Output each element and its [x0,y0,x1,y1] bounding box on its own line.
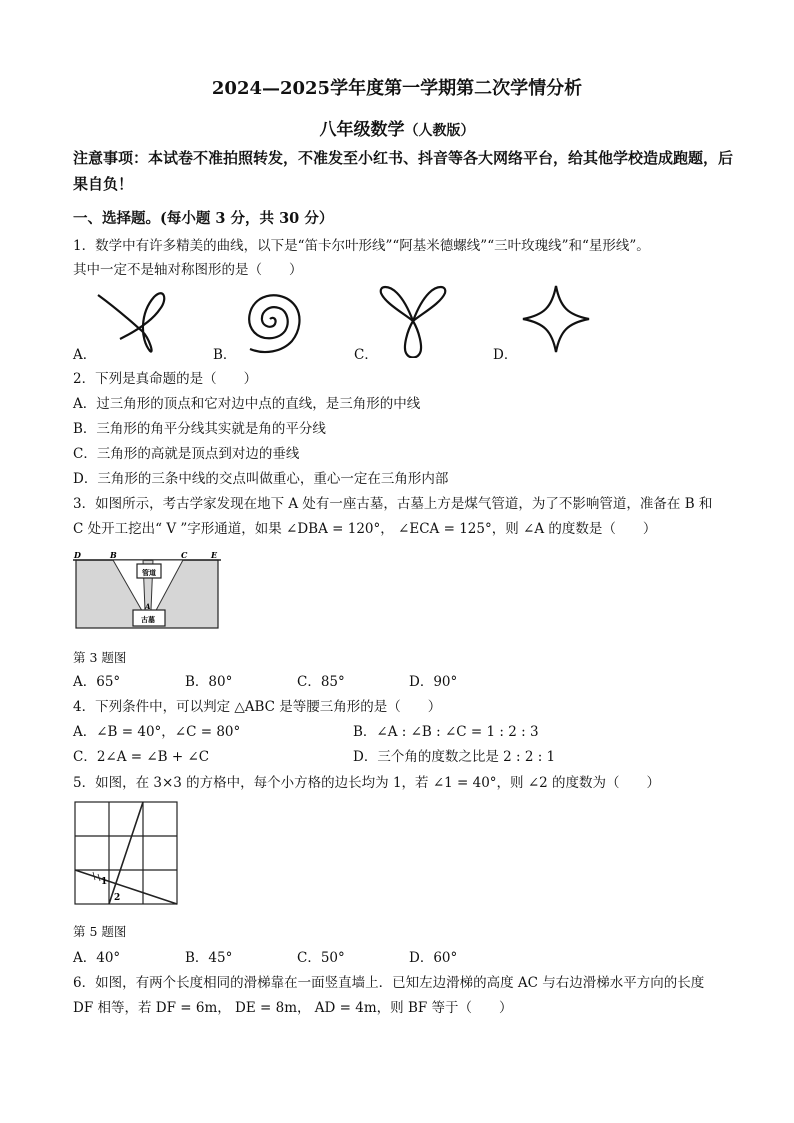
q4-option-d: D．三个角的度数之比是 2 : 2 : 1 [353,749,556,765]
q2-option-b: B．三角形的角平分线其实就是角的平分线 [73,421,326,437]
q5-caption: 第 5 题图 [73,924,127,939]
angle-2-label: 2 [114,893,121,903]
pipe-label: 管道 [142,569,156,577]
three-leaf-rose-figure [381,287,446,358]
subject-label: 八年级数学 [319,120,405,140]
q4-option-a: A．∠B = 40°，∠C = 80° [73,724,241,740]
q3-stem-line2: C 处开工挖出“ V ”字形通道，如果 ∠DBA = 120°， ∠ECA = 125°，则 ∠A 的度数是（ ） [73,521,657,537]
q1-stem-line2: 其中一定不是轴对称图形的是（ ） [73,262,303,278]
q1-option-d: D． [493,347,518,363]
q3-option-c: C．85° [297,674,345,690]
q6-stem-line2: DF 相等，若 DF = 6m， DE = 8m， AD = 4m，则 BF 等于（ ） [73,1000,513,1016]
q1-option-a: A． [73,347,97,363]
exam-title: 2024—2025学年度第一学期第二次学情分析 [211,78,583,99]
q5-option-b: B．45° [185,950,233,966]
q4-stem: 4．下列条件中，可以判定 △ABC 是等腰三角形的是（ ） [73,699,442,715]
point-b-label: B [110,550,117,560]
q2-option-c: C．三角形的高就是顶点到对边的垂线 [73,446,300,462]
angle-1-label: 1 [101,877,108,887]
q1-figures [80,283,720,358]
q3-figure [73,548,223,632]
q3-option-b: B．80° [185,674,233,690]
point-c-label: C [181,550,188,560]
q1-option-b: B． [213,347,237,363]
q1-option-c: C． [354,347,378,363]
q5-stem: 5．如图，在 3×3 的方格中，每个小方格的边长均为 1，若 ∠1 = 40°，则 ∠2 的度数为（ ） [73,775,661,791]
descartes-folium-figure [98,293,164,351]
point-a-label: A [145,602,151,611]
q1-stem-line1: 1．数学中有许多精美的曲线，以下是“笛卡尔叶形线”“阿基米德螺线”“三叶玫瑰线”和“星形线”。 [73,238,650,254]
exam-subtitle [0,115,794,140]
q5-option-c: C．50° [297,950,345,966]
q4-option-b: B．∠A : ∠B : ∠C = 1 : 2 : 3 [353,724,539,740]
q3-option-a: A．65° [73,674,121,690]
q3-stem-line1: 3．如图所示，考古学家发现在地下 A 处有一座古墓，古墓上方是煤气管道，为了不影响管道，准备在 B 和 [73,496,713,512]
q2-option-a: A．过三角形的顶点和它对边中点的直线，是三角形的中线 [73,396,421,412]
q4-option-c: C．2∠A = ∠B + ∠C [73,749,210,765]
q2-option-d: D．三角形的三条中线的交点叫做重心，重心一定在三角形内部 [73,471,449,487]
section-heading: 一、选择题。(每小题 3 分，共 30 分） [73,210,334,227]
edition-label: （人教版） [404,123,475,139]
q5-option-a: A．40° [73,950,121,966]
q5-grid-figure [73,800,181,906]
q2-stem: 2．下列是真命题的是（ ） [73,371,258,387]
q6-stem-line1: 6．如图，有两个长度相同的滑梯靠在一面竖直墙上．已知左边滑梯的高度 AC 与右边滑梯水平方向的长度 [73,975,705,991]
tomb-label: 古墓 [141,616,155,624]
notice-text: 注意事项：本试卷不准拍照转发，不准发至小红书、抖音等各大网络平台，给其他学校造成跑题，后果自负！ [73,149,734,193]
astroid-figure [523,286,589,352]
archimedean-spiral-figure [249,295,299,352]
q3-caption: 第 3 题图 [73,650,127,665]
point-e-label: E [211,550,218,560]
q3-option-d: D．90° [409,674,458,690]
q5-option-d: D．60° [409,950,458,966]
point-d-label: D [74,550,81,560]
